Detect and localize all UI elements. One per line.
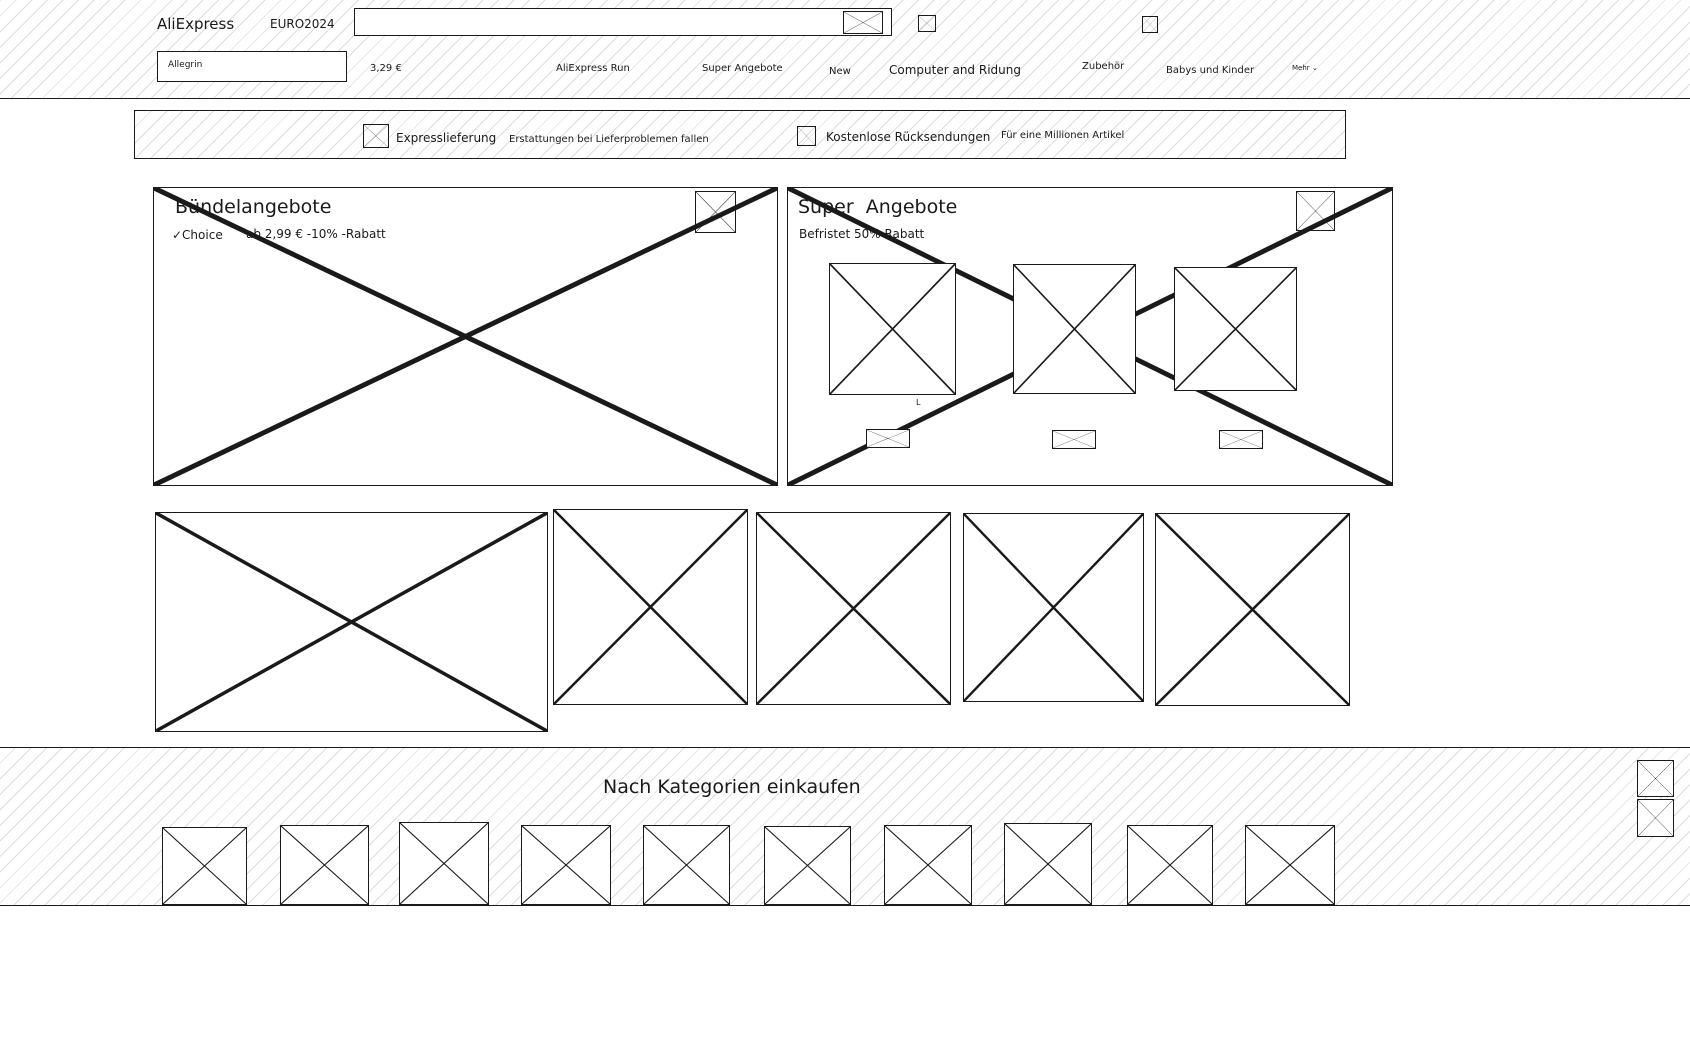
express-icon <box>363 124 389 148</box>
search-button-icon[interactable] <box>843 11 883 34</box>
promo-tile[interactable] <box>553 509 748 705</box>
scroll-up-icon[interactable] <box>1637 760 1674 797</box>
header-divider <box>0 98 1690 99</box>
nav-babys-kinder[interactable]: Babys und Kinder <box>1166 65 1255 76</box>
bundle-corner-icon[interactable] <box>695 191 736 233</box>
categories-bottom-divider <box>0 905 1690 906</box>
super-product-image[interactable] <box>1013 264 1136 394</box>
category-tile[interactable] <box>884 825 972 905</box>
category-tile[interactable] <box>399 822 489 905</box>
category-tile[interactable] <box>1245 825 1335 905</box>
account-icon[interactable] <box>918 15 936 32</box>
logo[interactable]: AliExpress <box>157 15 235 33</box>
categories-title: Nach Kategorien einkaufen <box>603 776 861 798</box>
refund-label: Erstattungen bei Lieferproblemen fallen <box>509 134 709 145</box>
nav-computer[interactable]: Computer and Ridung <box>889 63 1021 77</box>
free-return-icon <box>797 126 816 146</box>
category-tile[interactable] <box>764 826 851 905</box>
categories-top-divider <box>0 747 1690 748</box>
free-return-label: Kostenlose Rücksendungen <box>826 130 991 144</box>
promo-tile[interactable] <box>1155 513 1350 706</box>
category-select-value: Allegrin <box>168 60 203 70</box>
search-input[interactable] <box>354 8 892 36</box>
bundle-choice-badge: ✓Choice <box>172 228 223 242</box>
price-label: 3,29 € <box>370 63 402 74</box>
scroll-down-icon[interactable] <box>1637 799 1674 837</box>
category-tile[interactable] <box>521 825 611 905</box>
promo-code[interactable]: EURO2024 <box>270 17 335 31</box>
bundle-price-line: ab 2,99 € -10% -Rabatt <box>246 227 386 241</box>
millions-label: Für eine Millionen Artikel <box>1001 130 1125 141</box>
bundle-title: Bündelangebote <box>175 196 332 218</box>
nav-new[interactable]: New <box>829 66 851 77</box>
super-price-tag <box>1052 430 1096 449</box>
super-price-tag <box>866 429 910 448</box>
super-subtitle: Befristet 50% Rabatt <box>799 227 925 241</box>
super-mark: L <box>916 398 921 407</box>
promo-tile[interactable] <box>756 512 951 705</box>
benefits-bar <box>134 110 1346 159</box>
super-product-image[interactable] <box>829 263 956 395</box>
nav-zubehoer[interactable]: Zubehör <box>1082 61 1125 72</box>
category-tile[interactable] <box>1004 823 1092 905</box>
category-select[interactable] <box>157 51 347 82</box>
nav-super-angebote[interactable]: Super Angebote <box>702 63 783 74</box>
promo-tile[interactable] <box>963 513 1144 702</box>
super-product-image[interactable] <box>1174 267 1297 391</box>
super-price-tag <box>1219 430 1263 449</box>
category-tile[interactable] <box>643 825 730 905</box>
super-title: Super Angebote <box>798 196 958 218</box>
super-corner-icon[interactable] <box>1296 191 1335 231</box>
category-tile[interactable] <box>1127 825 1213 905</box>
category-tile[interactable] <box>162 827 247 905</box>
nav-more[interactable]: Mehr ⌄ <box>1292 64 1318 72</box>
cart-icon[interactable] <box>1142 16 1158 33</box>
promo-banner-large[interactable] <box>155 512 548 732</box>
express-label: Expresslieferung <box>396 131 497 145</box>
category-tile[interactable] <box>280 825 369 905</box>
nav-aliexpress-run[interactable]: AliExpress Run <box>556 63 630 74</box>
